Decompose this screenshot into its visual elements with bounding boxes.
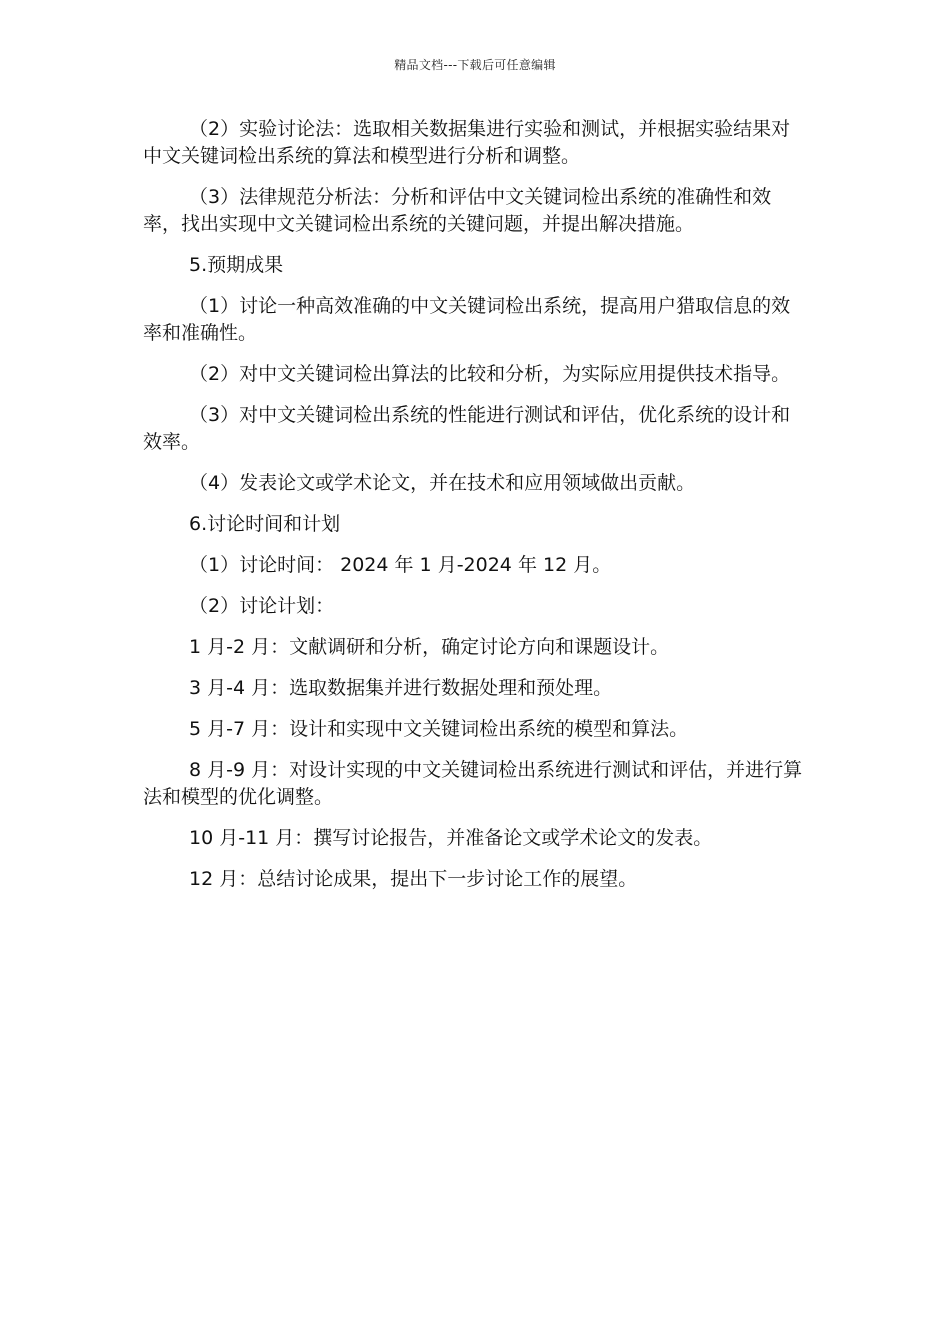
- page-header: 精品文档---下载后可任意编辑: [394, 58, 556, 72]
- paragraph-schedule-time: （1）讨论时间： 2024 年 1 月-2024 年 12 月。: [189, 554, 612, 576]
- plan-item-oct-nov: 10 月-11 月：撰写讨论报告，并准备论文或学术论文的发表。: [189, 827, 713, 849]
- plan-item-dec: 12 月：总结讨论成果，提出下一步讨论工作的展望。: [189, 868, 638, 890]
- paragraph-method-legal: （3）法律规范分析法：分析和评估中文关键词检出系统的准确性和效率，找出实现中文关键词检出系统的关键问题，并提出解决措施。: [143, 186, 772, 235]
- plan-item-may-jul: 5 月-7 月：设计和实现中文关键词检出系统的模型和算法。: [189, 718, 689, 740]
- paragraph-method-experiment: （2）实验讨论法：选取相关数据集进行实验和测试，并根据实验结果对中文关键词检出系统的算法和模型进行分析和调整。: [143, 118, 791, 167]
- plan-item-aug-sep: 8 月-9 月：对设计实现的中文关键词检出系统进行测试和评估，并进行算法和模型的优化调整。: [143, 759, 803, 808]
- plan-item-jan-feb: 1 月-2 月：文献调研和分析，确定讨论方向和课题设计。: [189, 636, 670, 658]
- paragraph-result-2: （2）对中文关键词检出算法的比较和分析，为实际应用提供技术指导。: [189, 363, 791, 385]
- section-heading-expected-results: 5.预期成果: [189, 254, 284, 276]
- document-body: [143, 116, 805, 907]
- paragraph-result-3: （3）对中文关键词检出系统的性能进行测试和评估，优化系统的设计和效率。: [143, 404, 791, 453]
- paragraph-schedule-plan: （2）讨论计划：: [189, 595, 335, 617]
- section-heading-schedule: 6.讨论时间和计划: [189, 513, 341, 535]
- plan-item-mar-apr: 3 月-4 月：选取数据集并进行数据处理和预处理。: [189, 677, 613, 699]
- paragraph-result-4: （4）发表论文或学术论文，并在技术和应用领域做出贡献。: [189, 472, 696, 494]
- paragraph-result-1: （1）讨论一种高效准确的中文关键词检出系统，提高用户猎取信息的效率和准确性。: [143, 295, 791, 344]
